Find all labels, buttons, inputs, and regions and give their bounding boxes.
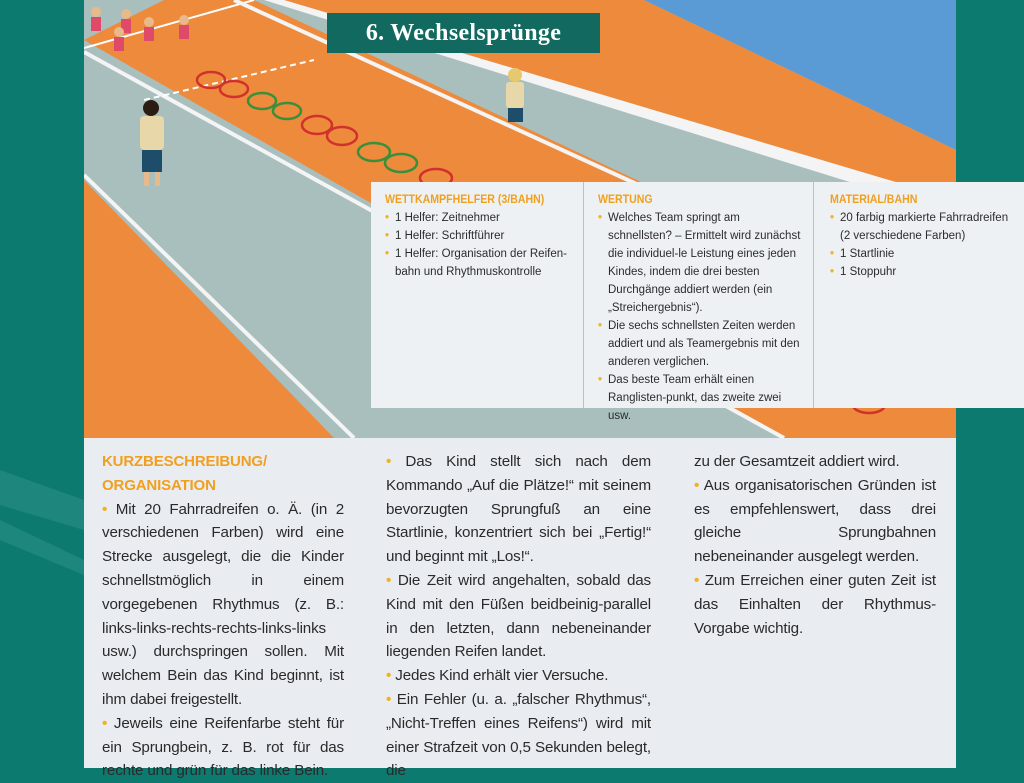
list-item: • 1 Stoppuhr [830, 263, 1012, 281]
helpers-heading: WETTKAMPFHELFER (3/BAHN) [385, 194, 545, 206]
list-item: • 1 Startlinie [830, 245, 1012, 263]
material-list [830, 209, 1012, 281]
paragraph: • Aus organisatorischen Gründen ist es empfehlenswert, dass drei gleiche Sprungbahnen nebeneinander ausgelegt werden. [694, 476, 936, 566]
paragraph: • Jedes Kind erhält vier Versuche. [386, 667, 609, 685]
list-item: • Die sechs schnellsten Zeiten werden addiert und als Teamergebnis mit den anderen verglichen. [598, 317, 801, 371]
scoring-list [598, 209, 801, 425]
description-section [84, 438, 956, 780]
list-item: • 1 Helfer: Organisation der Reifen-bahn und Rhythmuskontrolle [385, 245, 571, 281]
paragraph: • Mit 20 Fahrradreifen o. Ä. (in 2 verschiedenen Farben) wird eine Strecke ausgelegt, die die Kinder schnellstmöglich in einem vorgegebenen Rhythmus (z. B.: links-links-rechts-rechts-links-links usw.) durchspringen sollen. Mit welchem Bein das Kind beginnt, ist ihm dabei freigestellt. [102, 500, 344, 708]
helpers-column [371, 182, 583, 408]
text-column-1 [102, 450, 344, 783]
paragraph: • Die Zeit wird angehalten, sobald das Kind mit den Füßen beidbeinig-parallel in den letzten, dann nebeneinander liegenden Reifen landet. [386, 571, 651, 661]
list-item: • Welches Team springt am schnellsten? – Ermittelt wird zunächst die individuel-le Leistung eines jeden Kindes, indem die drei besten Durchgänge addiert werden (ein „Streichergebnis“). [598, 209, 801, 317]
info-panel [371, 182, 1024, 422]
paragraph: • Das Kind stellt sich nach dem Kommando „Auf die Plätze!“ mit seinem bevorzugten Sprungfuß an eine Startlinie, konzentriert sich bei „Fertig!“ und beginnt mit „Los!“. [386, 453, 651, 566]
material-column [813, 182, 1024, 408]
list-item: • 1 Helfer: Schriftführer [385, 227, 571, 245]
list-item: • Das beste Team erhält einen Ranglisten-punkt, das zweite zwei usw. [598, 371, 801, 425]
text-column-2 [386, 450, 651, 783]
material-heading: MATERIAL/BAHN [830, 194, 918, 206]
helpers-list [385, 209, 571, 281]
section-heading: KURZBESCHREIBUNG/ ORGANISATION [102, 453, 267, 494]
paragraph: • Ein Fehler (u. a. „falscher Rhythmus“, „Nicht-Treffen eines Reifens“) wird mit einer Strafzeit von 0,5 Sekunden belegt, die [386, 690, 651, 780]
list-item: • 20 farbig markierte Fahrradreifen (2 verschiedene Farben) [830, 209, 1012, 245]
paragraph: • Zum Erreichen einer guten Zeit ist das Einhalten der Rhythmus-Vorgabe wichtig. [694, 571, 936, 637]
paragraph: zu der Gesamtzeit addiert wird. [694, 453, 900, 470]
page-title: 6. Wechselsprünge [327, 13, 600, 53]
text-column-3 [694, 450, 936, 640]
list-item: • 1 Helfer: Zeitnehmer [385, 209, 571, 227]
scoring-column [583, 182, 813, 422]
paragraph: • Jeweils eine Reifenfarbe steht für ein Sprungbein, z. B. rot für das rechte und grün für das linke Bein. [102, 714, 344, 780]
scoring-heading: WERTUNG [598, 194, 653, 206]
helper-figure [506, 68, 524, 122]
